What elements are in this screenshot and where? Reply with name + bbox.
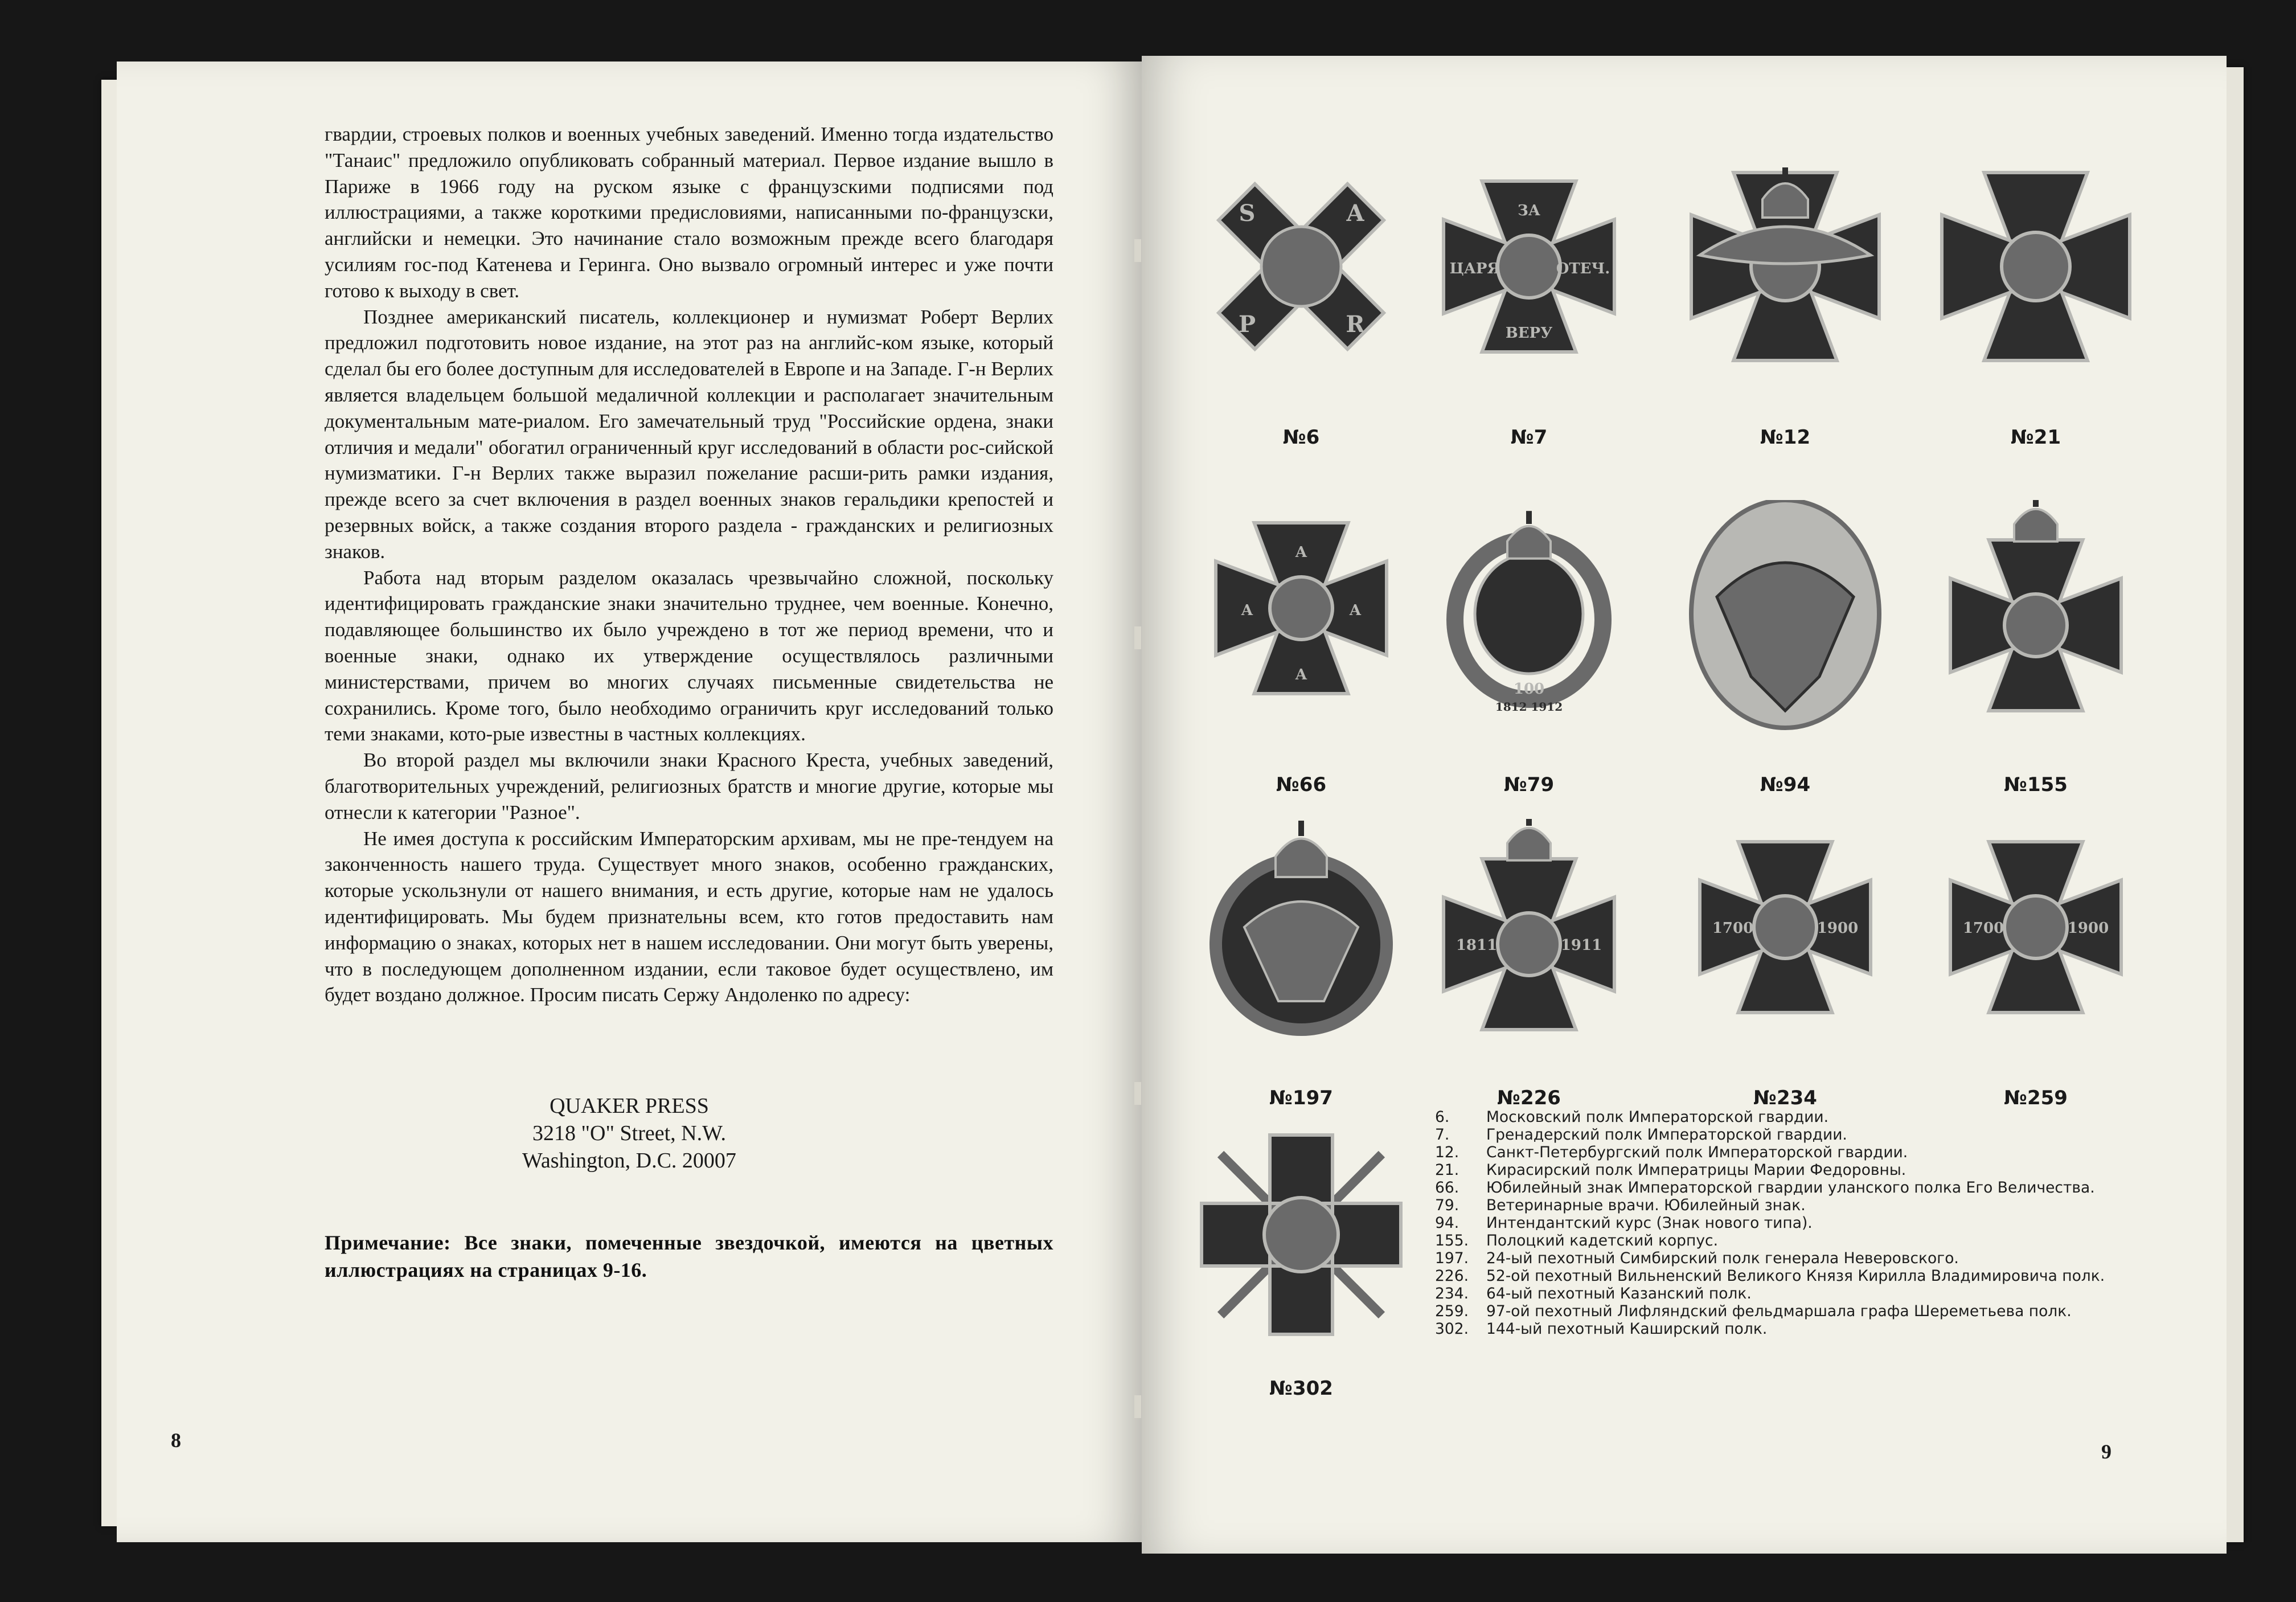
cross-swords-icon (1199, 1126, 1404, 1377)
legend-row (1435, 1320, 2175, 1338)
legend-text: Гренадерский полк Императорской гвардии. (1486, 1126, 1847, 1144)
legend-number: 302. (1435, 1320, 1469, 1338)
legend-number: 66. (1435, 1179, 1459, 1197)
badge-inscription: А (1295, 544, 1307, 561)
legend-number: 226. (1435, 1267, 1469, 1285)
badge-inscription: А (1349, 602, 1362, 619)
legend-row (1435, 1267, 2175, 1285)
badge-number-label: №226 (1497, 1087, 1561, 1109)
right-page (1142, 56, 2227, 1554)
legend-text: Интендантский курс (Знак нового типа). (1486, 1214, 1813, 1232)
badge-inscription: 1700 (1962, 920, 2004, 937)
legend-number: 197. (1435, 1249, 1469, 1267)
badge-figure (1199, 1126, 1404, 1468)
badge-inscription: ЦАРЯ (1449, 260, 1500, 277)
oval-eagle-icon (1683, 500, 1888, 751)
paragraph: Во второй раздел мы включили знаки Красного Креста, учебных заведений, благотворительных учреждений, религиозных братств и многие другие, которые мы отнесли к категории "Разное". (325, 749, 1053, 823)
badge-figure (1683, 158, 1888, 500)
badge-inscription: А (1241, 602, 1253, 619)
legend-row (1435, 1249, 2175, 1267)
left-page (117, 62, 1142, 1542)
badge-inscription: 1900 (2067, 920, 2109, 937)
legend-number: 7. (1435, 1126, 1450, 1144)
address-line: QUAKER PRESS (550, 1094, 709, 1118)
legend-row (1435, 1126, 2175, 1144)
legend-text: Ветеринарные врачи. Юбилейный знак. (1486, 1197, 1806, 1214)
legend-row (1435, 1161, 2175, 1179)
legend-text: Кирасирский полк Императрицы Марии Федоровны. (1486, 1161, 1906, 1179)
legend-row (1435, 1214, 2175, 1232)
legend-row (1435, 1108, 2175, 1126)
badge-number-label: №79 (1503, 773, 1555, 796)
legend-text: Юбилейный знак Императорской гвардии уланского полка Его Величества. (1486, 1179, 2095, 1197)
legend-row (1435, 1197, 2175, 1214)
legend-text: 97-ой пехотный Лифляндский фельдмаршала графа Шереметьева полк. (1486, 1302, 2072, 1320)
legend-text: Санкт-Петербургский полк Императорской гвардии. (1486, 1144, 1908, 1161)
cross-pattee-icon (1683, 819, 1888, 1070)
badge-inscription: S (1239, 200, 1256, 227)
page-number-right: 9 (2101, 1440, 2112, 1463)
badge-figure (1933, 158, 2138, 500)
badge-inscription: 100 (1513, 681, 1545, 698)
badge-inscription: ВЕРУ (1505, 325, 1553, 342)
badge-number-label: №155 (2004, 773, 2068, 796)
badge-number-label: №12 (1760, 426, 1811, 449)
badge-inscription: R (1346, 311, 1365, 338)
badge-inscription: ЗА (1518, 202, 1540, 219)
crowned-cross-icon (1933, 500, 2138, 751)
paragraph: Не имея доступа к российским Императорским архивам, мы не пре-тендуем на законченность нашего труда. Существует много знаков, особенно гражданских, которые ускользнули от нашего внимания, и есть другие, которые нам не удалось идентифицировать. Мы будем признательны всем, кто готов предоставить нам информацию о знаках, которых нет в нашем исследовании. Они могут быть уверены, что в последующем дополненном издании, если таковое будет осуществлено, им будет воздано должное. Просим писать Сержу Андоленко по адресу: (325, 827, 1053, 1006)
maltese-cross-icon (1933, 158, 2138, 409)
badge-number-label: №21 (2010, 426, 2061, 449)
badge-figure (1933, 500, 2138, 842)
badge-figure (1199, 819, 1404, 1161)
badge-inscription: 1812 1912 (1495, 700, 1563, 714)
cross-pattee-icon (1426, 158, 1631, 409)
badge-number-label: №302 (1269, 1377, 1333, 1400)
badge-figure (1426, 500, 1631, 842)
address-line: Washington, D.C. 20007 (522, 1149, 736, 1173)
badge-number-label: №66 (1276, 773, 1327, 796)
badge-figure (1199, 500, 1404, 842)
legend-row (1435, 1179, 2175, 1197)
page-number-left: 8 (171, 1429, 181, 1452)
eagle-cross-icon (1683, 158, 1888, 409)
badge-inscription: 1911 (1560, 937, 1602, 954)
badge-inscription: 1900 (1817, 920, 1859, 937)
paragraph: Работа над вторым разделом оказалась чрезвычайно сложной, поскольку идентифицировать гражданские знаки значительно труднее, чем военные. Конечно, подавляющее большинство их было учреждено в тот же период времени, что и военные знаки, однако их утверждение осуществлялось различными министерствами, причем во многих случаях письменные свидетельства не сохранились. Кроме того, было необходимо ограничить круг исследований только теми знаками, кото-рые известны в частных коллекциях. (325, 566, 1053, 745)
badge-number-label: №7 (1510, 426, 1548, 449)
binding-stitch (1134, 1395, 1141, 1418)
badge-number-label: №234 (1753, 1087, 1817, 1109)
badge-inscription: 1811 (1456, 937, 1498, 954)
legend-number: 79. (1435, 1197, 1459, 1214)
badge-inscription: P (1238, 311, 1256, 338)
badge-inscription: ОТЕЧ. (1556, 260, 1610, 277)
address-line: 3218 "O" Street, N.W. (532, 1121, 726, 1145)
legend-row (1435, 1302, 2175, 1320)
legend-text: 24-ый пехотный Симбирский полк генерала Неверовского. (1486, 1249, 1959, 1267)
badge-inscription: А (1295, 666, 1307, 683)
legend-row (1435, 1144, 2175, 1161)
badge-number-label: №94 (1760, 773, 1811, 796)
legend-row (1435, 1285, 2175, 1302)
paragraph: гвардии, строевых полков и военных учебных заведений. Именно тогда издательство "Танаис" предложило опубликовать собранный материал. Первое издание вышло в Париже в 1966 году на руском языке с французскими подписями под иллюстрациями, а также короткими предисловиями, написанными по-французски, английски и немецки. Это начинание стало возможным прежде всего благодаря усилиям гос-под Катенева и Геринга. Оно вызвало огромный интерес и уже почти готово к выходу в свет. (325, 123, 1053, 302)
publisher-address (345, 1092, 914, 1174)
crowned-eagle-wreath-icon (1199, 819, 1404, 1070)
saltire-cross-icon (1199, 158, 1404, 409)
binding-stitch (1134, 626, 1141, 649)
crowned-cross-icon (1426, 819, 1631, 1070)
badge-inscription: A (1346, 200, 1364, 227)
legend-number: 94. (1435, 1214, 1459, 1232)
preface-text (325, 121, 1053, 1008)
badge-number-label: №259 (2004, 1087, 2068, 1109)
legend-text: 52-ой пехотный Вильненский Великого Князя Кирилла Владимировича полк. (1486, 1267, 2105, 1285)
badge-figure (1683, 500, 1888, 842)
legend-text: 144-ый пехотный Каширский полк. (1486, 1320, 1768, 1338)
footnote: Примечание: Все знаки, помеченные звездочкой, имеются на цветных иллюстрациях на страницах 9-16. (325, 1231, 1053, 1281)
badge-number-label: №6 (1282, 426, 1320, 449)
legend-number: 234. (1435, 1285, 1469, 1302)
legend-text: Полоцкий кадетский корпус. (1486, 1232, 1718, 1249)
binding-stitch (1134, 239, 1141, 262)
legend-row (1435, 1232, 2175, 1249)
cross-pattee-icon (1933, 819, 2138, 1070)
badge-number-label: №197 (1269, 1087, 1333, 1109)
legend-number: 155. (1435, 1232, 1469, 1249)
badge-figure (1426, 158, 1631, 500)
paragraph: Позднее американский писатель, коллекционер и нумизмат Роберт Верлих предложил подготовить новое издание, на этот раз на английс-ком языке, который сделал бы его более доступным для исследователей в Европе и на Западе. Г-н Верлих является владельцем большой медаличной коллекции и располагает значительным документальным мате-риалом. Его замечательный труд "Российские ордена, знаки отличия и медали" обогатил ограниченный круг исследований в области рос-сийской нумизматики. Г-н Верлих также выразил пожелание расши-рить рамки издания, прежде всего за счет включения в раздел военных знаков геральдики крепостей и резервных войск, а также создания второго раздела - гражданских и религиозных знаков. (325, 305, 1053, 563)
wreath-badge-icon (1426, 500, 1631, 751)
legend-number: 21. (1435, 1161, 1459, 1179)
cross-pattee-icon (1199, 500, 1404, 751)
badge-legend (1435, 1108, 2175, 1338)
legend-number: 6. (1435, 1108, 1450, 1126)
legend-text: Московский полк Императорской гвардии. (1486, 1108, 1829, 1126)
binding-stitch (1134, 1082, 1141, 1105)
badge-figure (1199, 158, 1404, 500)
legend-number: 12. (1435, 1144, 1459, 1161)
legend-number: 259. (1435, 1302, 1469, 1320)
badge-inscription: 1700 (1712, 920, 1754, 937)
legend-text: 64-ый пехотный Казанский полк. (1486, 1285, 1752, 1302)
